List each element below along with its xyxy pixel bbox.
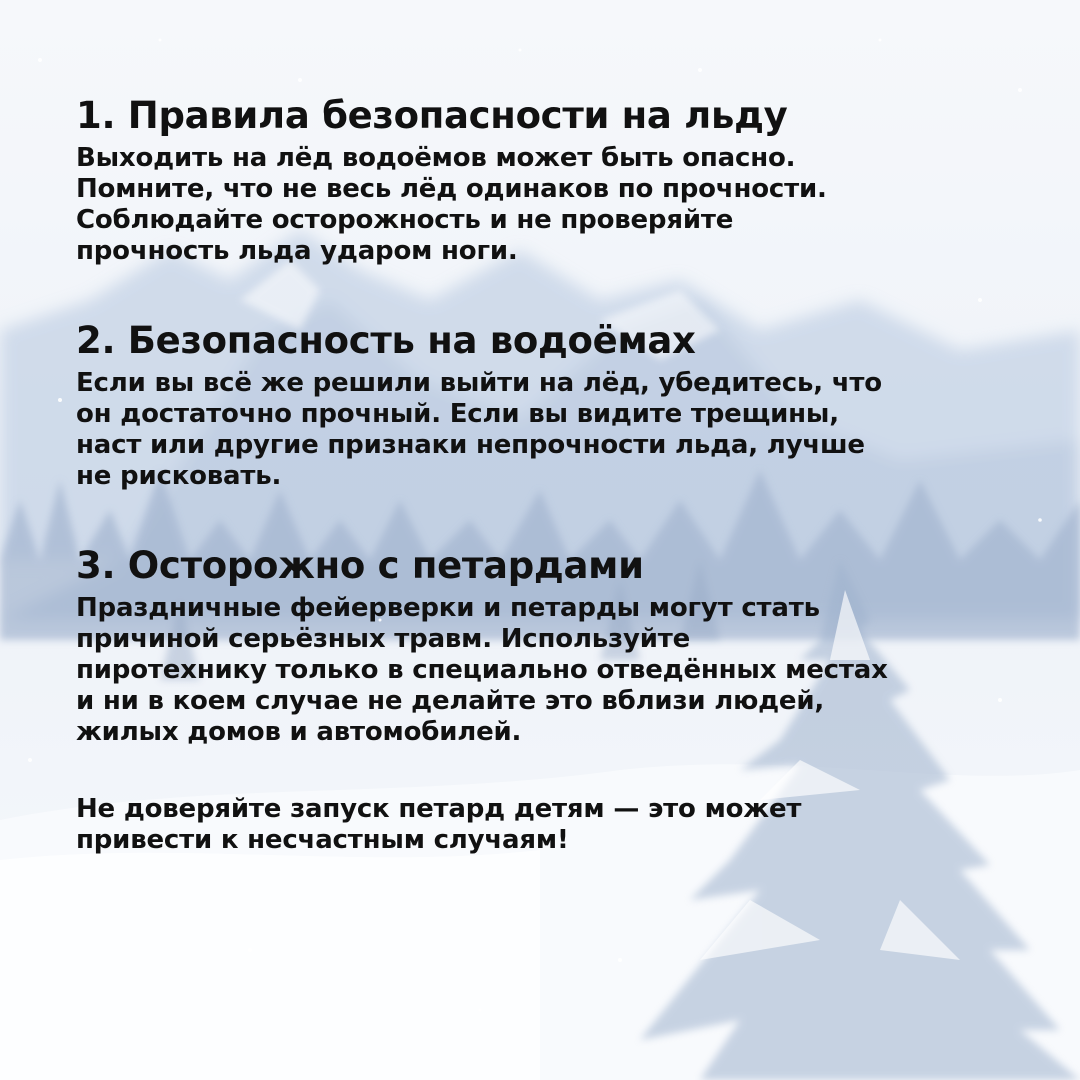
section-body bbox=[76, 143, 1036, 267]
warning-line: Не доверяйте запуск петард детям — это может bbox=[76, 794, 802, 824]
children-warning bbox=[76, 794, 1036, 856]
safety-tips-content bbox=[76, 93, 1036, 856]
section-body bbox=[76, 368, 1036, 492]
body-line: Выходить на лёд водоёмов может быть опасно. bbox=[76, 143, 796, 173]
section-heading: 3. Осторожно с петардами bbox=[76, 544, 644, 587]
section-heading: 2. Безопасность на водоёмах bbox=[76, 319, 696, 362]
body-line: не рисковать. bbox=[76, 461, 282, 491]
body-line: и ни в коем случае не делайте это вблизи людей, bbox=[76, 686, 825, 716]
section-firecrackers bbox=[76, 543, 1036, 748]
body-line: жилых домов и автомобилей. bbox=[76, 717, 522, 747]
body-line: Если вы всё же решили выйти на лёд, убедитесь, что bbox=[76, 368, 882, 398]
body-line: он достаточно прочный. Если вы видите трещины, bbox=[76, 399, 839, 429]
section-water-safety bbox=[76, 318, 1036, 492]
section-ice-safety bbox=[76, 93, 1036, 267]
warning-line: привести к несчастным случаям! bbox=[76, 825, 569, 855]
body-line: пиротехнику только в специально отведённых местах bbox=[76, 655, 888, 685]
section-body bbox=[76, 593, 1036, 748]
body-line: причиной серьёзных травм. Используйте bbox=[76, 624, 691, 654]
body-line: прочность льда ударом ноги. bbox=[76, 236, 518, 266]
section-heading: 1. Правила безопасности на льду bbox=[76, 94, 788, 137]
body-line: Помните, что не весь лёд одинаков по прочности. bbox=[76, 174, 827, 204]
body-line: Соблюдайте осторожность и не проверяйте bbox=[76, 205, 734, 235]
body-line: наст или другие признаки непрочности льда, лучше bbox=[76, 430, 865, 460]
body-line: Праздничные фейерверки и петарды могут стать bbox=[76, 593, 820, 623]
